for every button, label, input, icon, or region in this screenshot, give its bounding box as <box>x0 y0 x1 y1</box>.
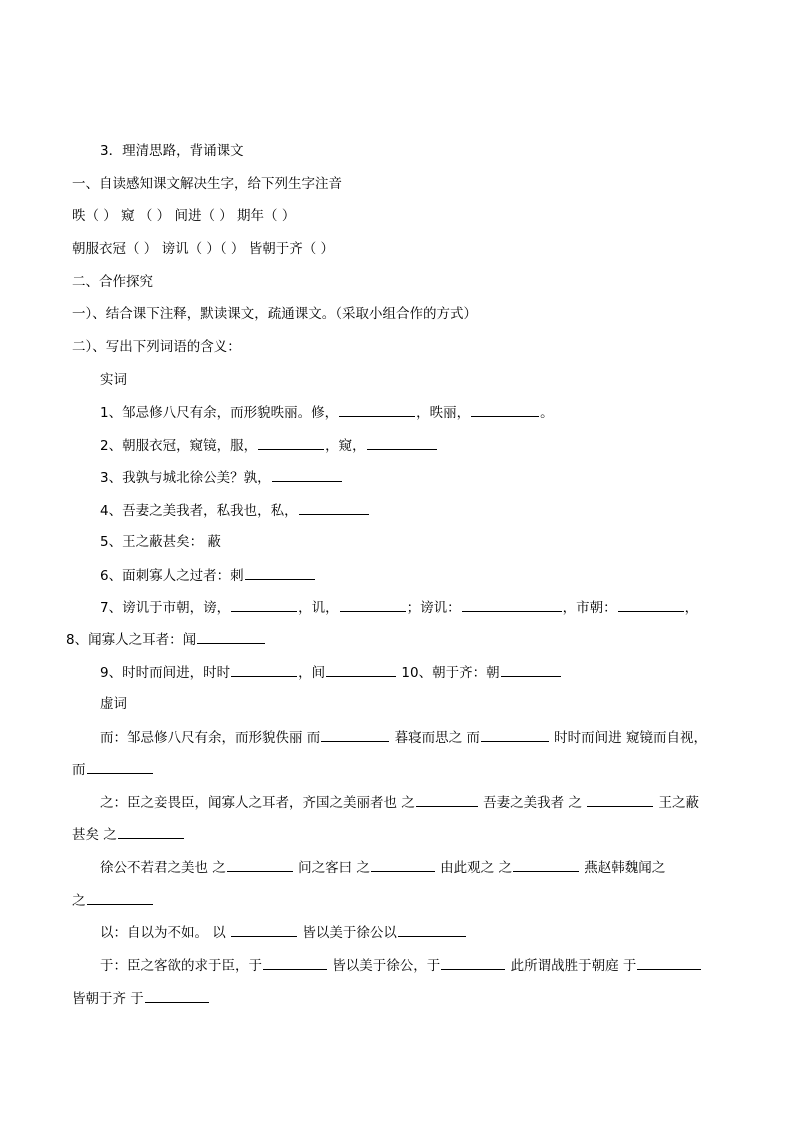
answer-blank[interactable] <box>501 662 561 677</box>
answer-blank[interactable] <box>339 402 415 417</box>
answer-blank[interactable] <box>340 597 406 612</box>
pinyin-row-1: 昳（ ） 窥 （ ） 间进（ ） 期年（ ） <box>72 208 296 224</box>
answer-blank[interactable] <box>231 662 297 677</box>
shici-item-1: 1、邹忌修八尺有余，而形貌昳丽。修， ，昳丽， 。 <box>100 402 760 423</box>
answer-blank[interactable] <box>231 922 297 937</box>
answer-blank[interactable] <box>263 955 327 970</box>
answer-blank[interactable] <box>471 402 539 417</box>
answer-blank[interactable] <box>513 857 579 872</box>
part-1-heading: 一、自读感知课文解决生字，给下列生字注音 <box>72 176 342 192</box>
answer-blank[interactable] <box>87 890 153 905</box>
answer-blank[interactable] <box>245 565 315 580</box>
shici-item-7: 7、谤讥于市朝，谤， ，讥， ；谤讥： ，市朝： ， <box>100 597 760 618</box>
shici-item-6: 6、面刺寡人之过者：刺 <box>100 565 760 586</box>
answer-blank[interactable] <box>637 955 701 970</box>
pinyin-row-2: 朝服衣冠（ ） 谤讥（ ）（ ） 皆朝于齐（ ） <box>72 241 334 257</box>
answer-blank[interactable] <box>321 727 389 742</box>
part-2-heading: 二、合作探究 <box>72 274 153 290</box>
answer-blank[interactable] <box>299 500 369 515</box>
answer-blank[interactable] <box>587 792 653 807</box>
xuci-er-line-1: 而：邹忌修八尺有余，而形貌佚丽 而 暮寝而思之 而 时时而间进 窥镜而自视， <box>100 727 760 748</box>
shici-item-9-10: 9、时时而间进，时时 ，间 10、朝于齐：朝 <box>100 662 760 683</box>
answer-blank[interactable] <box>462 597 562 612</box>
shici-item-8: 8、闻寡人之耳者：闻 <box>66 629 726 650</box>
answer-blank[interactable] <box>231 597 297 612</box>
xuci-zhi-line-3: 徐公不若君之美也 之 问之客曰 之 由此观之 之 燕赵韩魏闻之 <box>100 857 760 878</box>
answer-blank[interactable] <box>272 467 342 482</box>
shici-item-5: 5、王之蔽甚矣： 蔽 <box>100 534 221 550</box>
answer-blank[interactable] <box>258 435 324 450</box>
section-3-heading: 3．理清思路，背诵课文 <box>100 143 244 159</box>
answer-blank[interactable] <box>87 759 153 774</box>
shici-item-2: 2、朝服衣冠，窥镜，服， ，窥， <box>100 435 760 456</box>
shici-item-4: 4、吾妻之美我者，私我也，私， <box>100 500 760 521</box>
subpart-1: 一）、结合课下注释，默读课文，疏通课文。（采取小组合作的方式） <box>72 306 477 322</box>
xuci-zhi-line-2: 甚矣 之 <box>72 824 732 845</box>
answer-blank[interactable] <box>441 955 505 970</box>
xuci-zhi-line-4: 之 <box>72 890 732 911</box>
answer-blank[interactable] <box>398 922 466 937</box>
xuci-yu-line-1: 于：臣之客欲的求于臣，于 皆以美于徐公，于 此所谓战胜于朝庭 于 <box>100 955 760 976</box>
answer-blank[interactable] <box>197 629 265 644</box>
xuci-zhi-line-1: 之：臣之妾畏臣，闻寡人之耳者，齐国之美丽者也 之 吾妻之美我者 之 王之蔽 <box>100 792 760 813</box>
xuci-yu-line-2: 皆朝于齐 于 <box>72 988 732 1009</box>
xuci-heading: 虚词 <box>100 696 127 712</box>
shici-item-3: 3、我孰与城北徐公美？孰， <box>100 467 760 488</box>
answer-blank[interactable] <box>618 597 684 612</box>
answer-blank[interactable] <box>481 727 549 742</box>
answer-blank[interactable] <box>227 857 293 872</box>
answer-blank[interactable] <box>367 435 437 450</box>
xuci-yi-line: 以：自以为不如。 以 皆以美于徐公以 <box>100 922 760 943</box>
subpart-2: 二）、写出下列词语的含义： <box>72 339 241 355</box>
xuci-er-line-2: 而 <box>72 759 732 780</box>
shici-heading: 实词 <box>100 372 127 388</box>
answer-blank[interactable] <box>326 662 396 677</box>
answer-blank[interactable] <box>145 988 209 1003</box>
answer-blank[interactable] <box>416 792 478 807</box>
answer-blank[interactable] <box>371 857 435 872</box>
answer-blank[interactable] <box>118 824 184 839</box>
